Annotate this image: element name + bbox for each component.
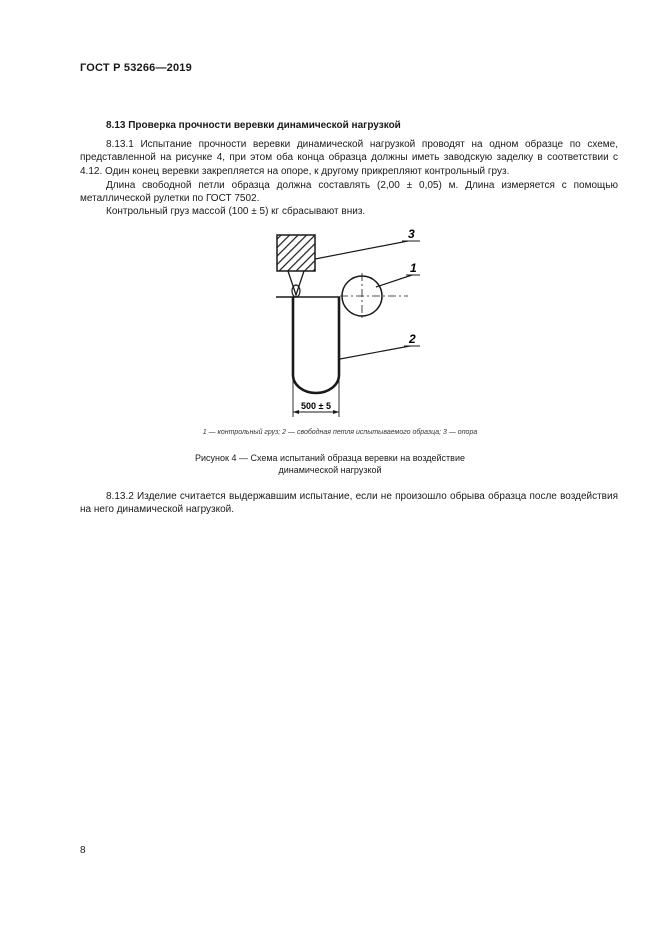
attachment-knot: [288, 271, 304, 295]
support-block: [277, 235, 315, 271]
test-scheme-drawing: [180, 225, 440, 425]
figure-caption-line-1: Рисунок 4 — Схема испытаний образца веревки на воздействие: [195, 453, 465, 463]
rope-loop: [293, 297, 339, 393]
paragraph-control-weight: Контрольный груз массой (100 ± 5) кг сбрасывают вниз.: [106, 206, 366, 217]
figure-legend: 1 — контрольный груз; 2 — свободная петля испытываемого образца; 3 — опора: [202, 429, 478, 436]
label-2: 2: [409, 332, 416, 346]
label-3: 3: [408, 227, 415, 241]
figure-caption-line-2: динамической нагрузкой: [278, 465, 382, 475]
figure-caption: [160, 452, 500, 476]
paragraph-loop-length: Длина свободной петли образца должна составлять (2,00 ± 0,05) м. Длина измеряется с помощью металлической рулетки по ГОСТ 7502.: [80, 180, 618, 205]
document-header: ГОСТ Р 53266—2019: [80, 62, 192, 74]
label-1: 1: [410, 261, 417, 275]
page-number: 8: [80, 845, 86, 856]
dimension-label: 500 ± 5: [301, 401, 331, 411]
paragraph-8-13-2: 8.13.2 Изделие считается выдержавшим испытание, если не произошло обрыва образца после воздействия на него динамической нагрузкой.: [80, 491, 618, 516]
paragraph-8-13-1: 8.13.1 Испытание прочности веревки динамической нагрузкой проводят на одном образце по схеме, представленной на рисунке 4, при этом оба конца образца должны иметь заводскую заделку в соответствии с 4.12. Один конец веревки закрепляется на опоре, к другому прикрепляют контрольный груз.: [80, 139, 618, 177]
figure-4-diagram: [180, 225, 440, 430]
section-title: 8.13 Проверка прочности веревки динамической нагрузкой: [106, 120, 401, 131]
